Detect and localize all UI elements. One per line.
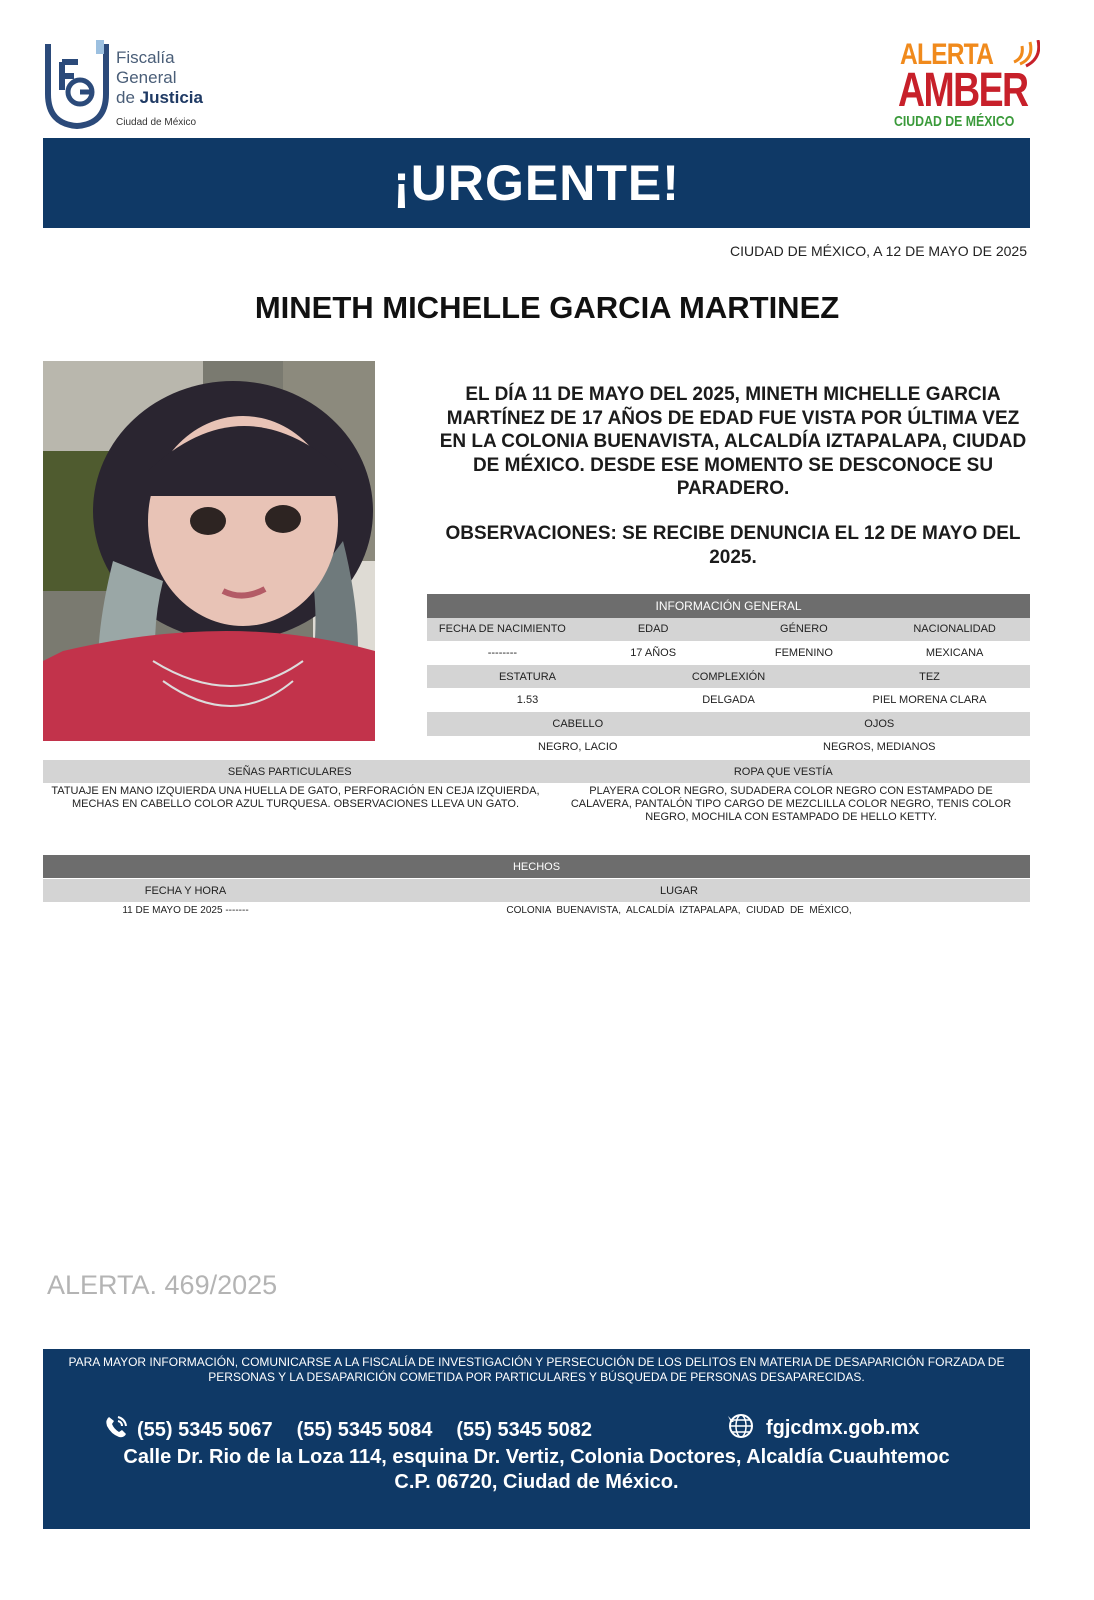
- amber-logo-line2: AMBER: [898, 64, 1028, 117]
- address-line1: Calle Dr. Rio de la Loza 114, esquina Dr. Vertiz, Colonia Doctores, Alcaldía Cuauhtemoc: [123, 1446, 950, 1468]
- phone-number-2[interactable]: (55) 5345 5084: [296, 1419, 433, 1441]
- narrative-text: EL DÍA 11 DE MAYO DEL 2025, MINETH MICHELLE GARCIA MARTÍNEZ DE 17 AÑOS DE EDAD FUE VISTA POR ÚLTIMA VEZ EN LA COLONIA BUENAVISTA, ALCALDÍA IZTAPALAPA, CIUDAD DE MÉXICO. DESDE ESE MOMENTO SE DESCONOCE SU PARADERO.: [439, 384, 1027, 499]
- amber-logo-line1: ALERTA: [900, 38, 994, 71]
- value-height: 1.53: [516, 694, 539, 707]
- header-eyes: OJOS: [864, 717, 895, 730]
- portrait-image-icon: [43, 361, 375, 741]
- observations-text: OBSERVACIONES: SE RECIBE DENUNCIA EL 12 DE MAYO DEL 2025.: [445, 523, 1021, 568]
- broadcast-waves-icon: [1010, 40, 1040, 68]
- address-line2: C.P. 06720, Ciudad de México.: [394, 1471, 679, 1493]
- website-link[interactable]: fgjcdmx.gob.mx: [766, 1417, 920, 1439]
- hechos-lugar-label: LUGAR: [660, 884, 698, 897]
- info-row2-headers: [427, 665, 1030, 689]
- amber-logo-line3: CIUDAD DE MÉXICO: [894, 113, 1015, 130]
- header-birthdate: FECHA DE NACIMIENTO: [438, 623, 566, 636]
- person-name: MINETH MICHELLE GARCIA MARTINEZ: [254, 290, 840, 325]
- particulars-header: [43, 760, 1030, 783]
- phone-number-3[interactable]: (55) 5345 5082: [456, 1419, 593, 1441]
- footer-website: [726, 1417, 919, 1440]
- phone-number-1[interactable]: (55) 5345 5067: [137, 1419, 273, 1441]
- senas-label: SEÑAS PARTICULARES: [227, 765, 352, 778]
- alert-number: ALERTA. 469/2025: [47, 1270, 278, 1300]
- value-birthdate: --------: [487, 646, 518, 659]
- info-general-table: [427, 594, 1030, 759]
- value-gender: FEMENINO: [774, 646, 833, 659]
- info-row1-values: [427, 641, 1030, 665]
- header-build: COMPLEXIÓN: [691, 670, 766, 683]
- footer-phones: [103, 1419, 616, 1442]
- value-eyes: NEGROS, MEDIANOS: [823, 741, 936, 754]
- missing-person-photo: [43, 361, 375, 741]
- info-general-title: INFORMACIÓN GENERAL: [427, 594, 1030, 618]
- fgj-logo: [44, 40, 214, 132]
- info-row2-values: [427, 688, 1030, 712]
- fgj-logo-line4: Ciudad de México: [116, 117, 197, 128]
- phone-icon: [103, 1414, 129, 1440]
- hechos-fecha-value: 11 DE MAYO DE 2025 -------: [122, 904, 249, 916]
- hechos-lugar-value: COLONIA BUENAVISTA, ALCALDÍA IZTAPALAPA, CIUDAD DE MÉXICO,: [506, 904, 852, 916]
- globe-icon: [726, 1412, 756, 1440]
- fgj-logo-line1: Fiscalía: [116, 48, 175, 67]
- senas-text: TATUAJE EN MANO IZQUIERDA UNA HUELLA DE GATO, PERFORACIÓN EN CEJA IZQUIERDA, MECHAS EN CABELLO COLOR AZUL TURQUESA. OBSERVACIONES LLEVA UN GATO.: [51, 785, 540, 810]
- info-row1-headers: [427, 618, 1030, 642]
- urgent-banner: ¡URGENTE!: [43, 138, 1030, 228]
- ropa-label: ROPA QUE VESTÍA: [733, 765, 833, 778]
- contact-footer: [43, 1349, 1030, 1529]
- value-age: 17 AÑOS: [630, 646, 677, 659]
- value-complexion: PIEL MORENA CLARA: [872, 694, 987, 707]
- amber-alert-logo: [894, 38, 1050, 133]
- header-nationality: NACIONALIDAD: [913, 623, 996, 636]
- value-nationality: MEXICANA: [925, 646, 984, 659]
- info-row3-values: [427, 736, 1030, 760]
- footer-info-text: PARA MAYOR INFORMACIÓN, COMUNICARSE A LA FISCALÍA DE INVESTIGACIÓN Y PERSECUCIÓN DE LOS DELITOS EN MATERIA DE DESAPARICIÓN FORZADA DE PERSONAS Y LA DESAPARICIÓN COMETIDA POR PARTICULARES Y BÚSQUEDA DE PERSONAS DESAPARECIDAS.: [68, 1355, 1005, 1384]
- header-hair: CABELLO: [552, 717, 604, 730]
- hechos-values: [43, 902, 1030, 918]
- fgj-emblem-icon: [44, 40, 110, 130]
- header-complexion: TEZ: [919, 670, 940, 683]
- fgj-logo-line3: de Justicia: [116, 88, 203, 107]
- value-build: DELGADA: [702, 694, 755, 707]
- date-line: CIUDAD DE MÉXICO, A 12 DE MAYO DE 2025: [730, 243, 1027, 259]
- fgj-logo-line2: General: [116, 68, 177, 87]
- value-hair: NEGRO, LACIO: [538, 741, 618, 754]
- hechos-fecha-label: FECHA Y HORA: [144, 884, 227, 897]
- header-age: EDAD: [637, 623, 669, 636]
- ropa-text: PLAYERA COLOR NEGRO, SUDADERA COLOR NEGRO CON ESTAMPADO DE CALAVERA, PANTALÓN TIPO CARGO DE MEZCLILLA COLOR NEGRO, TENIS COLOR NEGRO, MOCHILA CON ESTAMPADO DE HELLO KETTY.: [570, 785, 1012, 823]
- footer-address: [43, 1445, 1030, 1495]
- hechos-subheaders: [43, 879, 1030, 902]
- header-height: ESTATURA: [498, 670, 557, 683]
- particulars-body: [43, 784, 1030, 829]
- info-row3-headers: [427, 712, 1030, 736]
- hechos-title: HECHOS: [43, 855, 1030, 878]
- header-gender: GÉNERO: [780, 623, 828, 636]
